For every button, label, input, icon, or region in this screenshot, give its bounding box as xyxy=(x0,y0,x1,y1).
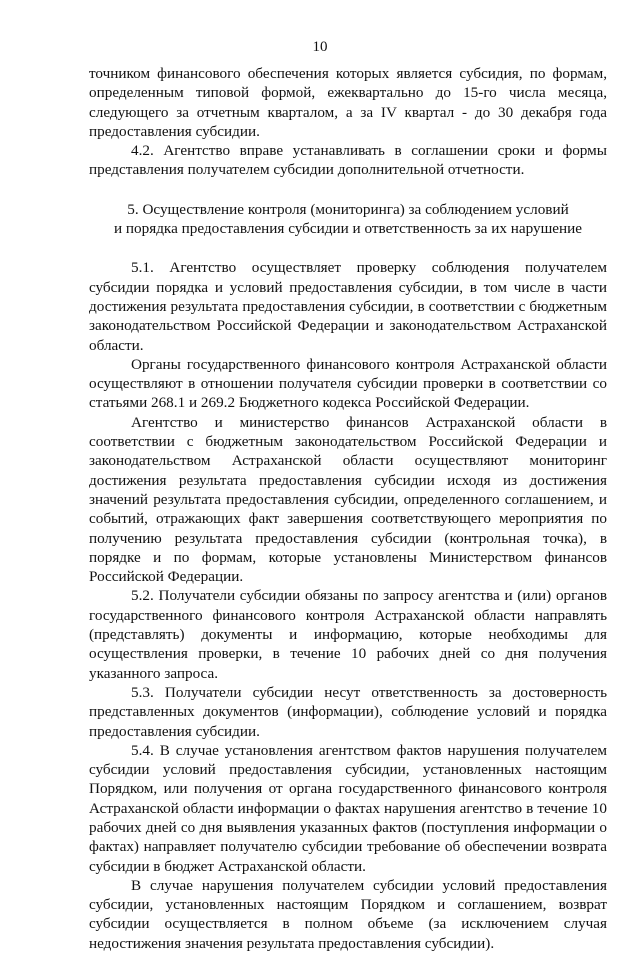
section-5-heading xyxy=(89,200,607,239)
paragraph-monitoring: Агентство и министерство финансов Астраханской области в соответствии с бюджетным законодательством Российской Федерации и законодательством Астраханской области осуществляют мониторинг достижения результата предоставления субсидии исходя из достижения значений результата предоставления субсидии, определенного соглашением, и событий, отражающих факт завершения соответствующего мероприятия по получению результата предоставления субсидии (контрольная точка), в порядке и по формам, которые установлены Министерством финансов Российской Федерации. xyxy=(89,413,607,586)
paragraph-violation-return: В случае нарушения получателем субсидии условий предоставления субсидии, установленных настоящим Порядком и соглашением, возврат субсидии осуществляется в полном объеме (за исключением случая недостижения значения результата предоставления субсидии). xyxy=(89,876,607,952)
paragraph-5-4: 5.4. В случае установления агентством фактов нарушения получателем субсидии условий предоставления субсидии, установленных настоящим Порядком, или получения от органа государственного финансового контроля Астраханской области информации о фактах нарушения агентство в течение 10 рабочих дней со дня выявления указанных фактов (поступления информации о фактах) направляет получателю субсидии требование об обеспечении возврата субсидии в бюджет Астраханской области. xyxy=(89,741,607,875)
paragraph-continuation: точником финансового обеспечения которых является субсидия, по формам, определенным типовой формой, ежеквартально до 15-го числа месяца, следующего за отчетным кварталом, а за IV квартал - до 30 декабря года предоставления субсидии. xyxy=(89,65,607,140)
document-body xyxy=(89,64,607,953)
paragraph-5-1: 5.1. Агентство осуществляет проверку соблюдения получателем субсидии порядка и условий предоставления субсидии, в том числе в части достижения результата предоставления субсидии, в соответствии с бюджетным законодательством Российской Федерации и законодательством Астраханской области. xyxy=(89,259,607,354)
paragraph-4-2: 4.2. Агентство вправе устанавливать в соглашении сроки и формы представления получателем субсидии дополнительной отчетности. xyxy=(89,142,607,179)
paragraph-financial-control: Органы государственного финансового контроля Астраханской области осуществляют в отношении получателя субсидии проверки в соответствии со статьями 268.1 и 269.2 Бюджетного кодекса Российской Федерации. xyxy=(89,355,607,412)
paragraph-5-2: 5.2. Получатели субсидии обязаны по запросу агентства и (или) органов государственного финансового контроля Астраханской области направлять (представлять) документы и информацию, которые необходимы для осуществления проверки, в течение 10 рабочих дней со дня получения указанного запроса. xyxy=(89,587,607,682)
section-5-heading-line2: и порядка предоставления субсидии и ответственность за их нарушение xyxy=(113,220,583,238)
section-5-heading-line1: 5. Осуществление контроля (мониторинга) за соблюдением условий xyxy=(127,200,569,218)
paragraph-5-3: 5.3. Получатели субсидии несут ответственность за достоверность представленных документов (информации), соблюдение условий и порядка предоставления субсидии. xyxy=(89,683,607,740)
page-number: 10 xyxy=(312,39,328,55)
